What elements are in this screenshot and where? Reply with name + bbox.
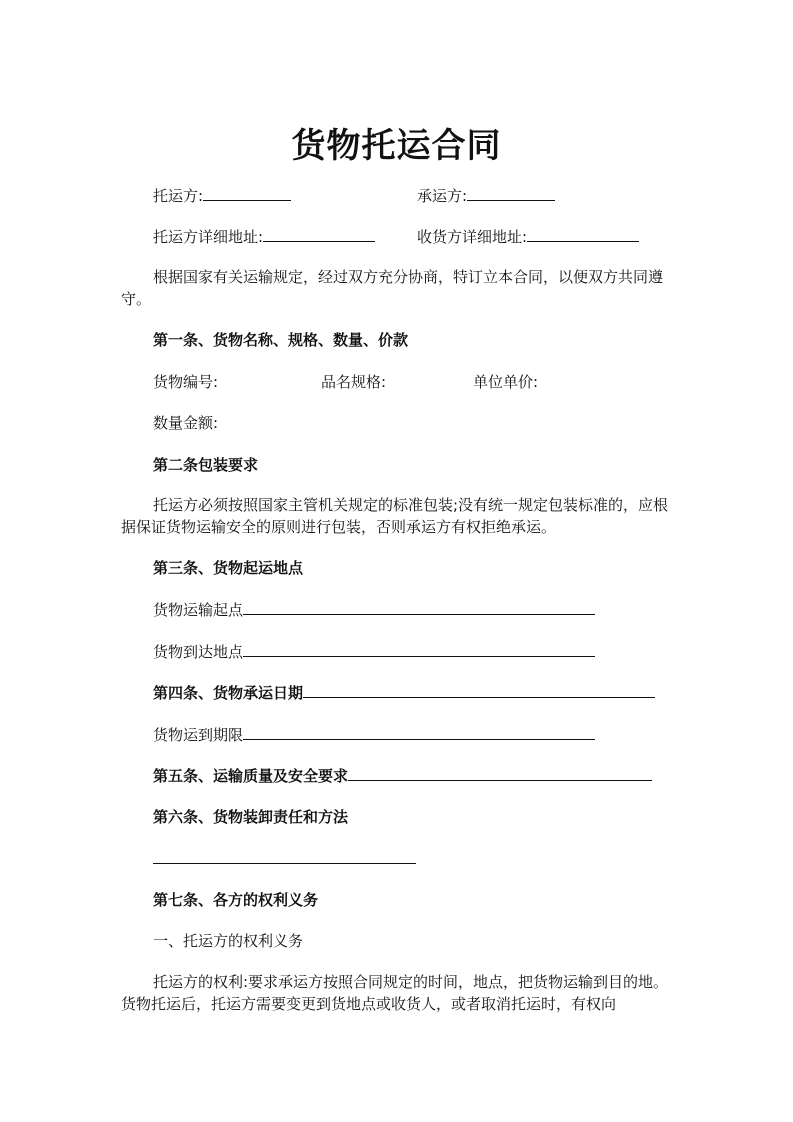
article5-heading: 第五条、运输质量及安全要求 [153, 767, 349, 785]
consignee-address-label: 收货方详细地址: [417, 228, 528, 246]
article4-heading: 第四条、货物承运日期 [153, 684, 304, 702]
article6-field [153, 847, 416, 870]
article7-subheading: 一、托运方的权利义务 [153, 932, 304, 950]
article3-heading: 第三条、货物起运地点 [153, 559, 304, 577]
shipper-address-label: 托运方详细地址: [153, 228, 264, 246]
carrier-field [417, 184, 555, 207]
article7-paragraph: 托运方的权利:要求承运方按照合同规定的时间，地点，把货物运输到目的地。货物托运后，托运方需要变更到货地点或收货人，或者取消托运时，有权向 [121, 973, 669, 1013]
origin-label: 货物运输起点 [153, 601, 244, 619]
intro-paragraph: 根据国家有关运输规定，经过双方充分协商，特订立本合同，以便双方共同遵守。 [121, 268, 664, 308]
article2-heading: 第二条包装要求 [153, 456, 259, 474]
article5-field [153, 764, 652, 787]
shipper-label: 托运方: [153, 187, 204, 205]
document-title: 货物托运合同 [291, 126, 502, 166]
origin-field [153, 598, 595, 621]
article1-heading: 第一条、货物名称、规格、数量、价款 [153, 331, 409, 349]
deadline-field [153, 723, 595, 746]
deadline-label: 货物运到期限 [153, 726, 244, 744]
shipper-address-field [153, 225, 375, 248]
destination-field [153, 640, 595, 663]
carrier-label: 承运方: [417, 187, 468, 205]
origin-blank [243, 598, 595, 615]
destination-blank [243, 640, 595, 657]
consignee-address-field [417, 225, 639, 248]
deadline-blank [243, 723, 595, 740]
destination-label: 货物到达地点 [153, 643, 244, 661]
article2-paragraph: 托运方必须按照国家主管机关规定的标准包装;没有统一规定包装标准的，应根据保证货物运输安全的原则进行包装，否则承运方有权拒绝承运。 [121, 496, 669, 536]
article4-field [153, 681, 655, 704]
article6-blank [153, 847, 416, 864]
shipper-address-blank [263, 225, 375, 242]
carrier-blank [467, 184, 555, 201]
article5-blank [348, 764, 652, 781]
shipper-blank [203, 184, 291, 201]
goods-number-label: 货物编号: [153, 373, 219, 391]
consignee-address-blank [527, 225, 639, 242]
article6-heading: 第六条、货物装卸责任和方法 [153, 808, 349, 826]
article7-heading: 第七条、各方的权利义务 [153, 891, 319, 909]
product-spec-label: 品名规格: [321, 373, 387, 391]
article4-blank [303, 681, 655, 698]
shipper-field [153, 184, 291, 207]
quantity-amount-label: 数量金额: [153, 414, 219, 432]
unit-price-label: 单位单价: [473, 373, 539, 391]
